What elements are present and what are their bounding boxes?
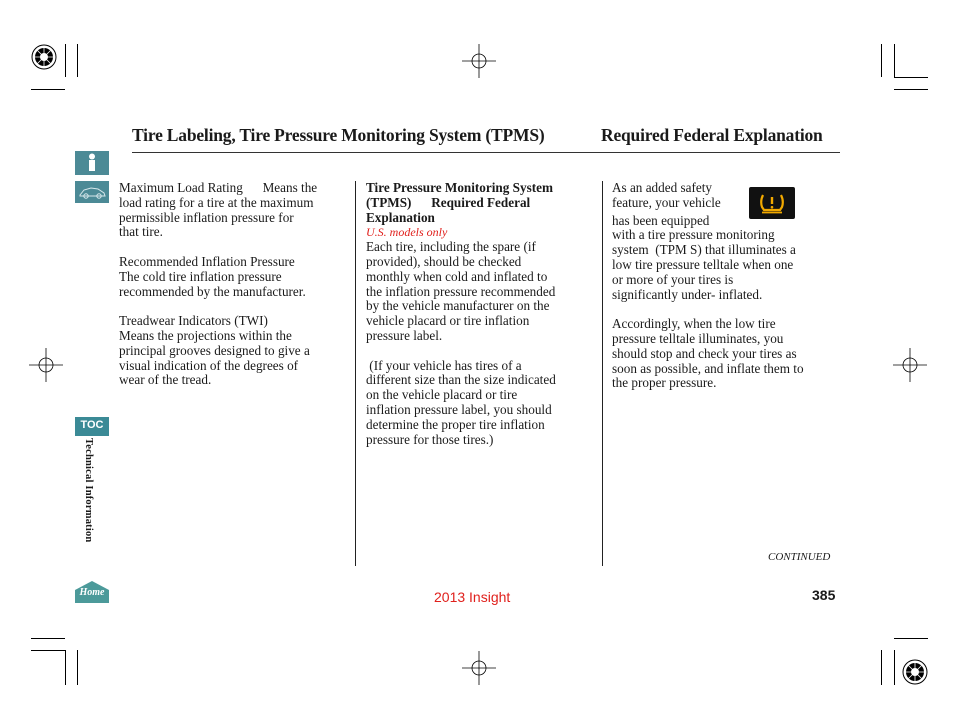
column-tpms-feature [612, 181, 842, 391]
text-line: pressure telltale illuminates, you [612, 330, 784, 346]
tpms-warning-icon [749, 187, 795, 219]
sunburst-mark-icon [902, 659, 928, 685]
text-line: vehicle placard or tire inflation [366, 313, 530, 329]
info-icon [75, 151, 109, 175]
section-heading: Explanation [366, 209, 435, 225]
text-line: wear of the tread. [119, 372, 212, 388]
column-definitions [119, 181, 351, 388]
text-line: Maximum Load Rating Means the [119, 180, 318, 195]
text-line: As an added safety [612, 180, 712, 195]
text-line: feature, your vehicle [612, 194, 721, 210]
text-line: recommended by the manufacturer. [119, 283, 306, 299]
text-line: determine the proper tire inflation [366, 416, 545, 432]
text-line: visual indication of the degrees of [119, 357, 299, 373]
page-title-sub: Required Federal Explanation [601, 125, 823, 145]
text-line: different size than the size indicated [366, 372, 556, 388]
column-divider [355, 181, 356, 566]
car-icon [75, 181, 109, 203]
toc-label: TOC [80, 419, 104, 431]
text-line: principal grooves designed to give a [119, 342, 310, 358]
text-line: with a tire pressure monitoring [612, 227, 775, 243]
text-line: that tire. [119, 224, 163, 240]
text-line: (If your vehicle has tires of a [366, 357, 522, 373]
text-line: has been equipped [612, 212, 710, 228]
page-number: 385 [812, 587, 836, 603]
text-line: should stop and check your tires as [612, 345, 797, 361]
sunburst-mark-icon [31, 44, 57, 70]
section-heading: (TPMS) Required Federal [366, 194, 531, 210]
section-tab-label: Technical Information [83, 438, 94, 543]
tpms-telltale [749, 187, 795, 219]
crosshair-mark-icon [29, 348, 63, 382]
text-line: low tire pressure telltale when one [612, 256, 794, 272]
info-button[interactable] [75, 151, 109, 175]
continued-label: CONTINUED [768, 551, 831, 563]
text-line: load rating for a tire at the maximum [119, 194, 314, 210]
text-line: inflation pressure label, you should [366, 401, 552, 417]
text-line: pressure label. [366, 327, 443, 343]
text-line: provided), should be checked [366, 253, 522, 269]
column-tpms-explanation [366, 181, 598, 447]
text-line: The cold tire inflation pressure [119, 268, 282, 284]
text-line: significantly under- inflated. [612, 286, 763, 302]
page-title-main: Tire Labeling, Tire Pressure Monitoring System (TPMS) [132, 125, 545, 145]
text-line: Treadwear Indicators (TWI) [119, 313, 268, 329]
text-line: Each tire, including the spare (if [366, 239, 536, 255]
text-line: the inflation pressure recommended [366, 283, 556, 299]
text-line: the proper pressure. [612, 375, 717, 391]
text-line: on the vehicle placard or tire [366, 387, 518, 403]
title-divider [132, 152, 840, 153]
home-button[interactable] [74, 580, 110, 604]
text-line: or more of your tires is [612, 271, 734, 287]
text-line: monthly when cold and inflated to [366, 268, 548, 284]
text-line: pressure for those tires.) [366, 431, 494, 447]
page-title [132, 125, 842, 146]
text-line: Recommended Inflation Pressure [119, 253, 295, 269]
section-tab [80, 438, 100, 568]
crosshair-mark-icon [462, 651, 496, 685]
crosshair-mark-icon [462, 44, 496, 78]
text-line: Means the projections within the [119, 327, 292, 343]
text-line: system (TPM S) that illuminates a [612, 242, 796, 258]
crosshair-mark-icon [893, 348, 927, 382]
toc-button[interactable] [75, 417, 109, 436]
section-heading: Tire Pressure Monitoring System [366, 180, 553, 195]
home-label: Home [79, 587, 105, 598]
text-line: soon as possible, and inflate them to [612, 360, 804, 376]
text-line: by the vehicle manufacturer on the [366, 298, 550, 314]
region-note: U.S. models only [366, 225, 448, 240]
column-divider [602, 181, 603, 566]
text-line: Accordingly, when the low tire [612, 316, 776, 332]
text-line: permissible inflation pressure for [119, 209, 294, 225]
model-label: 2013 Insight [434, 589, 511, 605]
car-info-button[interactable] [75, 181, 109, 203]
